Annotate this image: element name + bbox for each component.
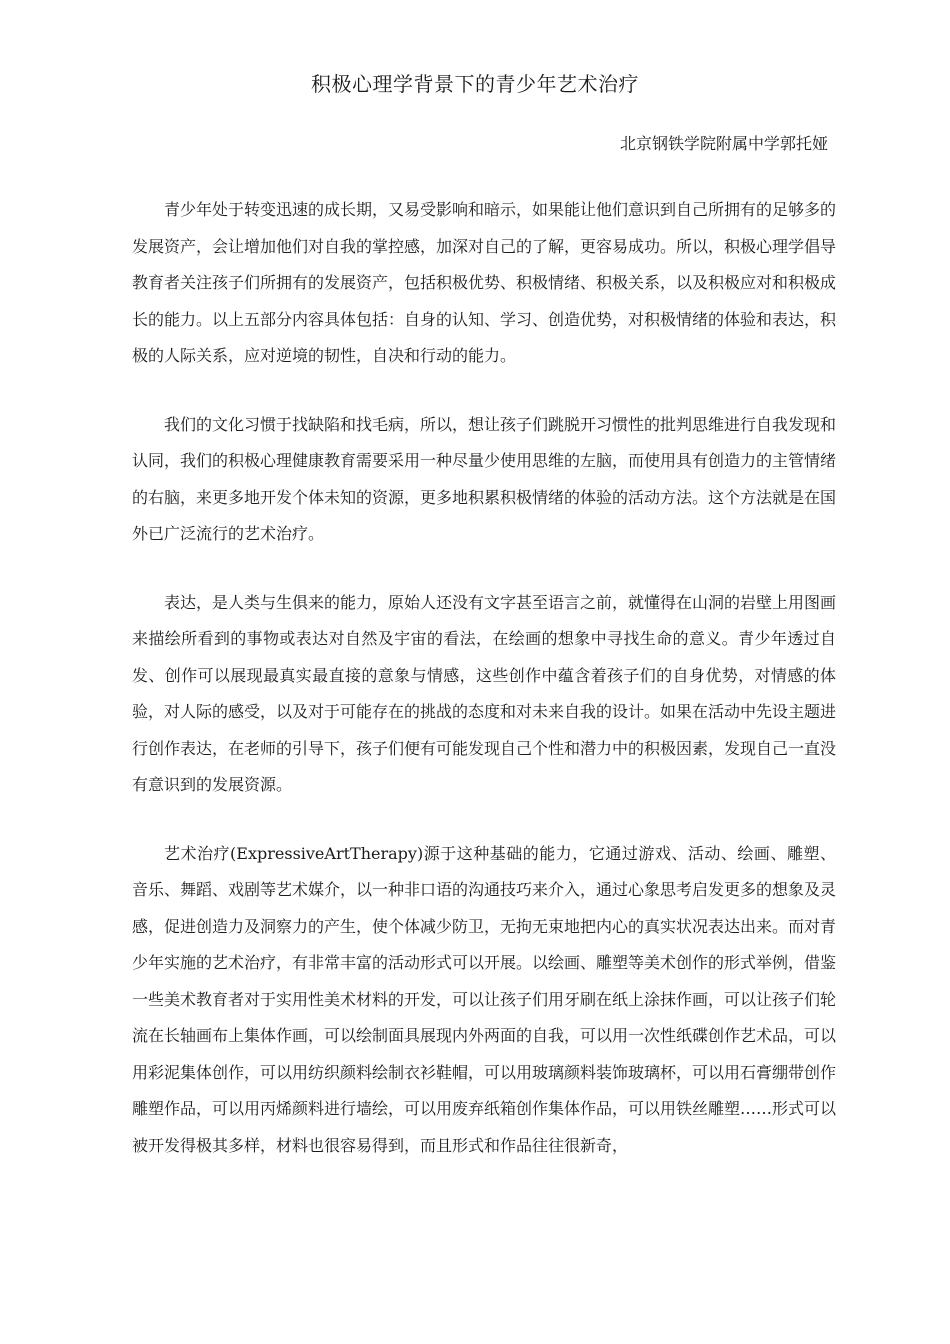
document-author: 北京钢铁学院附属中学郭托娅 xyxy=(619,134,828,153)
paragraph-1: 青少年处于转变迅速的成长期，又易受影响和暗示，如果能让他们意识到自己所拥有的足够多的发展资产，会让增加他们对自我的掌控感，加深对自己的了解，更容易成功。所以，积极心理学倡导教育者关注孩子们所拥有的发展资产，包括积极优势、积极情绪、积极关系，以及积极应对和积极成长的能力。以上五部分内容具体包括：自身的认知、学习、创造优势，对积极情绪的体验和表达，积极的人际关系，应对逆境的韧性，自决和行动的能力。 xyxy=(132,200,837,365)
paragraph-4: 艺术治疗(ExpressiveArtTherapy)源于这种基础的能力，它通过游戏、活动、绘画、雕塑、音乐、舞蹈、戏剧等艺术媒介，以一种非口语的沟通技巧来介入，通过心象思考启发更多的想象及灵感，促进创造力及洞察力的产生，使个体减少防卫，无拘无束地把内心的真实状况表达出来。而对青少年实施的艺术治疗，有非常丰富的活动形式可以开展。以绘画、雕塑等美术创作的形式举例，借鉴一些美术教育者对于实用性美术材料的开发，可以让孩子们用牙刷在纸上涂抹作画，可以让孩子们轮流在长轴画布上集体作画，可以绘制面具展现内外两面的自我，可以用一次性纸碟创作艺术品，可以用彩泥集体创作，可以用纺织颜料绘制衣衫鞋帽，可以用玻璃颜料装饰玻璃杯，可以用石膏绷带创作雕塑作品，可以用丙烯颜料进行墙绘，可以用废弃纸箱创作集体作品，可以用铁丝雕塑……形式可以被开发得极其多样，材料也很容易得到，而且形式和作品往往很新奇， xyxy=(132,843,837,1155)
document-title: 积极心理学背景下的青少年艺术治疗 xyxy=(311,72,639,96)
paragraph-2: 我们的文化习惯于找缺陷和找毛病，所以，想让孩子们跳脱开习惯性的批判思维进行自我发现和认同，我们的积极心理健康教育需要采用一种尽量少使用思维的左脑，而使用具有创造力的主管情绪的右脑，来更多地开发个体未知的资源，更多地积累积极情绪的体验的活动方法。这个方法就是在国外已广泛流行的艺术治疗。 xyxy=(132,414,837,543)
document-body xyxy=(132,192,836,1196)
paragraph-3: 表达，是人类与生俱来的能力，原始人还没有文字甚至语言之前，就懂得在山洞的岩壁上用图画来描绘所看到的事物或表达对自然及宇宙的看法，在绘画的想象中寻找生命的意义。青少年透过自发、创作可以展现最真实最直接的意象与情感，这些创作中蕴含着孩子们的自身优势，对情感的体验，对人际的感受，以及对于可能存在的挑战的态度和对未来自我的设计。如果在活动中先设主题进行创作表达，在老师的引导下，孩子们便有可能发现自己个性和潜力中的积极因素，发现自己一直没有意识到的发展资源。 xyxy=(132,592,837,794)
